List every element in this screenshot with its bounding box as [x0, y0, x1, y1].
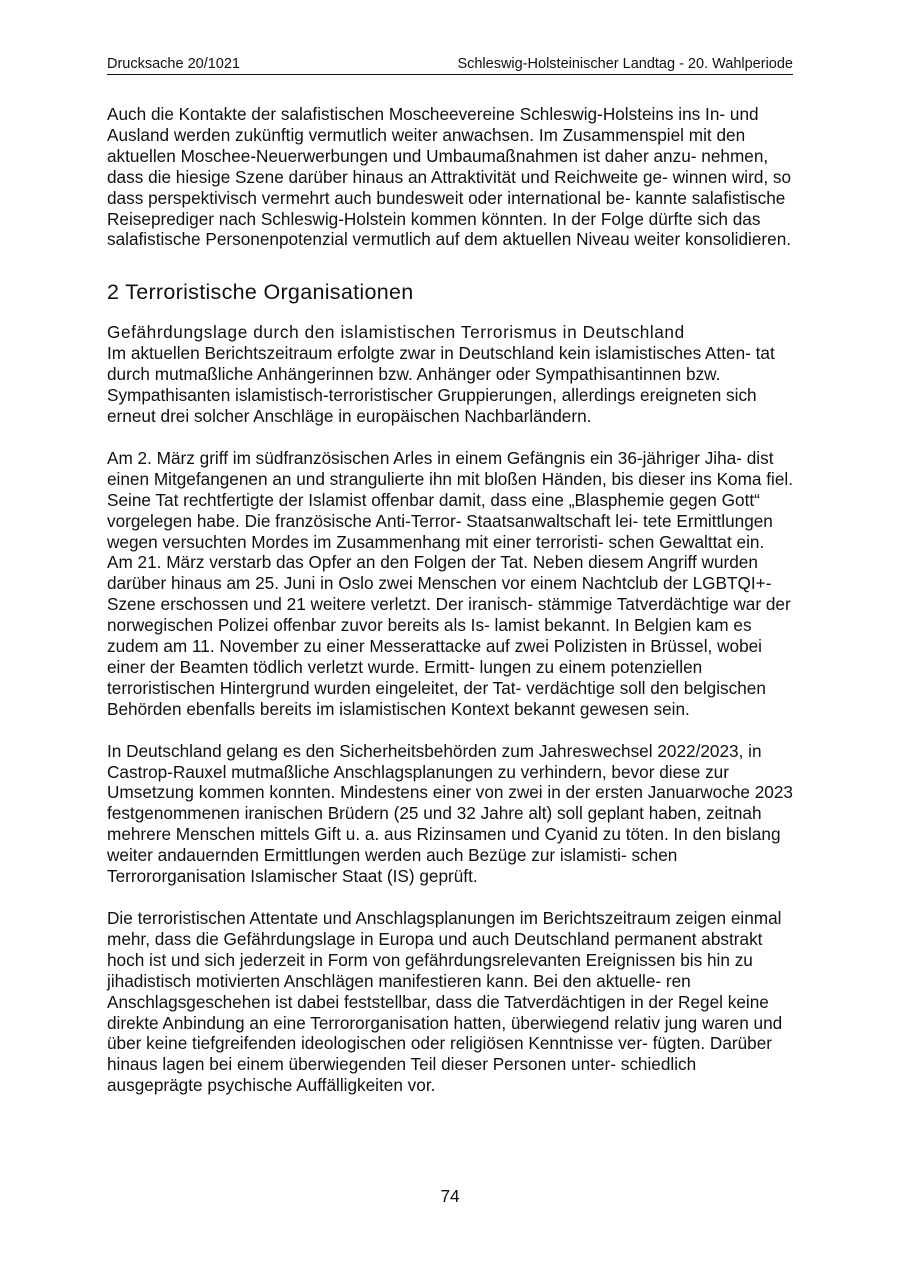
paragraph-european-attacks: Am 2. März griff im südfranzösischen Arles in einem Gefängnis ein 36-jähriger Jiha- dist einen Mitgefangenen an und strangulierte ihn mit bloßen Händen, bis dieser ins Koma fiel. Seine Tat rechtfertigte der Islamist offenbar damit, dass eine „Blasphemie gegen Gott“ vorgelegen habe. Die französische Anti-Terror- Staatsanwaltschaft lei- tete Ermittlungen wegen versuchten Mordes im Zusammenhang mit einer terroristi- schen Gewalttat ein. Am 21. März verstarb das Opfer an den Folgen der Tat. Neben diesem Angriff wurden darüber hinaus am 25. Juni in Oslo zwei Menschen vor einem Nachtclub der LGBTQI+-Szene erschossen und 21 weitere verletzt. Der iranisch- stämmige Tatverdächtige war der norwegischen Polizei offenbar zuvor bereits als Is- lamist bekannt. In Belgien kam es zudem am 11. November zu einer Messerattacke auf zwei Polizisten in Brüssel, wobei einer der Beamten tödlich verletzt wurde. Ermitt- lungen zu einem potenziellen terroristischen Hintergrund wurden eingeleitet, der Tat- verdächtige soll den belgischen Behörden ebenfalls bereits im islamistischen Kontext bekannt gewesen sein. — [107, 447, 794, 719]
section-heading: 2 Terroristische Organisationen — [107, 280, 414, 305]
page-body — [107, 104, 793, 1096]
page-header — [107, 54, 793, 75]
parliament-title: Schleswig-Holsteinischer Landtag - 20. Wahlperiode — [457, 56, 793, 72]
paragraph-germany-plot: In Deutschland gelang es den Sicherheitsbehörden zum Jahreswechsel 2022/2023, in Castrop-Rauxel mutmaßliche Anschlagsplanungen zu verhindern, bevor diese zur Umsetzung kommen konnten. Mindestens einer von zwei in der ersten Januarwoche 2023 festgenommenen iranischen Brüdern (25 und 32 Jahre alt) soll geplant haben, zeitnah mehrere Menschen mittels Gift u. a. aus Rizinsamen und Cyanid zu töten. In den bislang weiter andauernden Ermittlungen werden auch Bezüge zur islamisti- schen Terrororganisation Islamischer Staat (IS) geprüft. — [107, 740, 793, 887]
section-subheading: Gefährdungslage durch den islamistischen Terrorismus in Deutschland — [107, 322, 685, 343]
intro-paragraph: Auch die Kontakte der salafistischen Moscheevereine Schleswig-Holsteins ins In- und Ausland werden zukünftig vermutlich weiter anwachsen. Im Zusammenspiel mit den aktuellen Moschee-Neuerwerbungen und Umbaumaßnahmen ist daher anzu- nehmen, dass die hiesige Szene darüber hinaus an Attraktivität und Reichweite ge- winnen wird, so dass perspektivisch vermehrt auch bundesweit oder international be- kannte salafistische Reiseprediger nach Schleswig-Holstein kommen könnten. In der Folge dürfte sich das salafistische Personenpotenzial vermutlich auf dem aktuellen Niveau weiter konsolidieren. — [107, 104, 792, 250]
paragraph-overview: Im aktuellen Berichtszeitraum erfolgte zwar in Deutschland kein islamistisches Atten- tat durch mutmaßliche Anhängerinnen bzw. Anhänger oder Sympathisantinnen bzw. Sympathisanten islamistisch-terroristischer Gruppierungen, allerdings ereigneten sich erneut drei solcher Anschläge in europäischen Nachbarländern. — [107, 343, 775, 426]
paragraph-assessment: Die terroristischen Attentate und Anschlagsplanungen im Berichtszeitraum zeigen einmal mehr, dass die Gefährdungslage in Europa und auch Deutschland permanent abstrakt hoch ist und sich jederzeit in Form von gefährdungsrelevanten Ereignissen bis hin zu jihadistisch motivierten Anschlägen manifestieren kann. Bei den aktuelle- ren Anschlagsgeschehen ist dabei feststellbar, dass die Tatverdächtigen in der Regel keine direkte Anbindung an eine Terrororganisation hatten, überwiegend relativ jung waren und über keine tiefgreifenden ideologischen oder religiösen Kenntnisse ver- fügten. Darüber hinaus lagen bei einem überwiegenden Teil dieser Personen unter- schiedlich ausgeprägte psychische Auffälligkeiten vor. — [107, 908, 783, 1096]
page-number: 74 — [440, 1186, 460, 1206]
document-number: Drucksache 20/1021 — [107, 56, 240, 72]
